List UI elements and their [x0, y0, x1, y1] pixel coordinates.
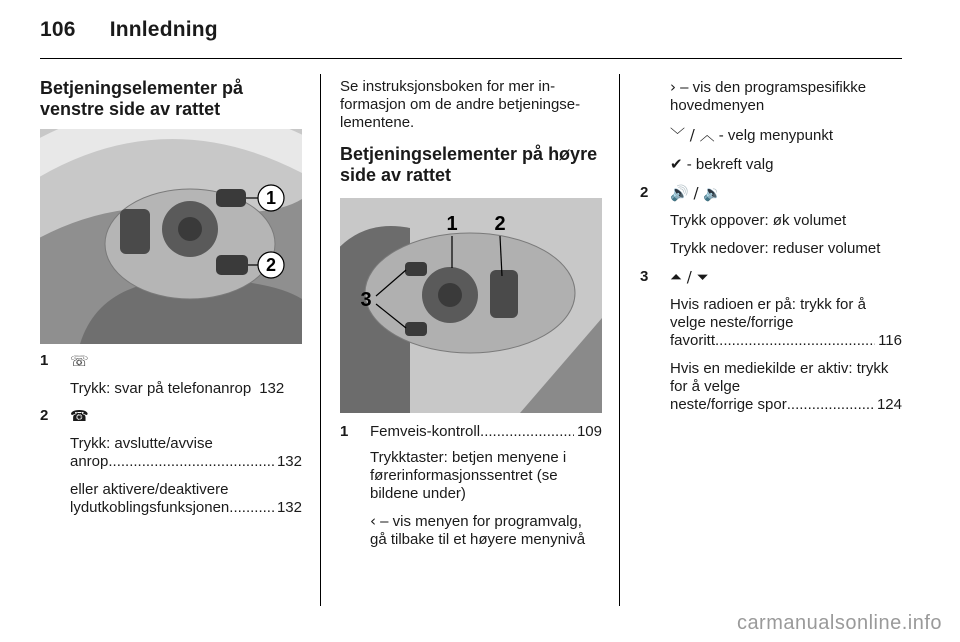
- item-number: 1: [40, 352, 49, 369]
- checkmark-icon: ✔: [670, 155, 683, 173]
- page-title: Innledning: [109, 18, 218, 41]
- leader-line: [670, 332, 902, 350]
- callout-3: 3: [360, 289, 372, 311]
- page-ref: 124: [876, 396, 902, 413]
- item-text: anrop: [70, 453, 109, 470]
- chevron-down-up-icon: ﹀ / ︿: [670, 126, 715, 144]
- item-text: [670, 78, 902, 115]
- item-number: 2: [640, 184, 649, 201]
- phone-hangup-icon: ☎: [70, 407, 89, 425]
- item-1-left: [40, 352, 302, 398]
- chevron-left-icon: ‹: [370, 512, 376, 530]
- item-text: [370, 512, 602, 549]
- item-text: [670, 126, 902, 145]
- page-ref: 116: [878, 332, 902, 349]
- item-1-right: [340, 423, 602, 549]
- callout-2: 2: [494, 213, 506, 235]
- item-2-right: [640, 184, 902, 258]
- intro-text: Se instruksjonsboken for mer informasjon om de andre betjeningselementene.: [340, 78, 581, 131]
- item-text: favoritt: [670, 332, 716, 349]
- page-ref: 109: [576, 423, 602, 440]
- item-text: Trykk nedover: reduser volumet: [670, 240, 881, 257]
- item-1-continued: [640, 78, 902, 174]
- watermark: carmanualsonline.info: [736, 612, 942, 634]
- callout-2: 2: [265, 255, 277, 275]
- callout-1: 1: [265, 188, 277, 208]
- item-1-description: [70, 380, 302, 398]
- header-rule: [40, 58, 902, 59]
- item-number: 3: [640, 268, 649, 285]
- item-text: eller aktivere/deaktivere: [70, 481, 229, 498]
- column-right: [640, 78, 902, 414]
- column-divider-2: [619, 74, 620, 606]
- callout-1: 1: [446, 213, 458, 235]
- item-text: – vis menyen for programvalg, gå tilbake til et høyere menynivå: [370, 513, 586, 548]
- item-text: Hvis radioen er på: trykk for å velge neste/forrige: [670, 296, 866, 331]
- chevron-right-icon: ›: [670, 78, 676, 96]
- item-text: neste/forrige spor: [670, 396, 787, 413]
- section-heading-right-wheel: Betjeningselementer på høyre side av rattet: [340, 144, 598, 185]
- item-text: Hvis en mediekilde er aktiv: trykk for å velge: [670, 360, 889, 395]
- item-text: Trykk: svar på telefonanrop: [70, 380, 252, 397]
- item-text: – vis den programspesifikke hovedmenyen: [670, 79, 867, 114]
- item-3-right: [640, 268, 902, 414]
- next-previous-icon: ⏶ / ⏷: [670, 268, 709, 286]
- page-ref: 132: [259, 380, 285, 397]
- item-text: - bekreft valg: [682, 156, 774, 173]
- leader-line: [370, 423, 602, 441]
- volume-icon: 🔊 / 🔉: [670, 184, 722, 202]
- item-text: Trykk: avslutte/avvise: [70, 435, 213, 452]
- item-text: Trykktaster: betjen menyene i førerinformasjonssentret (se bildene under): [370, 449, 567, 502]
- item-text: Trykk oppover: øk volumet: [670, 212, 847, 229]
- phone-answer-icon: ☏: [70, 352, 89, 370]
- item-text: lydutkoblingsfunksjonen: [70, 499, 230, 516]
- item-text: [670, 155, 902, 174]
- page-header: [40, 18, 218, 42]
- page-number: 106: [40, 18, 76, 41]
- item-2-left: [40, 407, 302, 517]
- page-ref: 132: [276, 499, 302, 516]
- column-middle: [340, 78, 602, 549]
- item-text: - velg menypunkt: [714, 127, 833, 144]
- item-number: 1: [340, 423, 349, 440]
- right-wheel-illustration: [340, 198, 602, 413]
- page-ref: 132: [276, 453, 302, 470]
- column-divider-1: [320, 74, 321, 606]
- leader-line: [70, 499, 302, 517]
- column-left: [40, 78, 302, 517]
- leader-line: [70, 453, 302, 471]
- item-text: Femveis-kontroll: [370, 423, 481, 440]
- left-wheel-illustration: [40, 129, 302, 344]
- leader-line: [670, 396, 902, 414]
- section-heading-left-wheel: Betjeningselementer på venstre side av rattet: [40, 78, 244, 119]
- item-number: 2: [40, 407, 49, 424]
